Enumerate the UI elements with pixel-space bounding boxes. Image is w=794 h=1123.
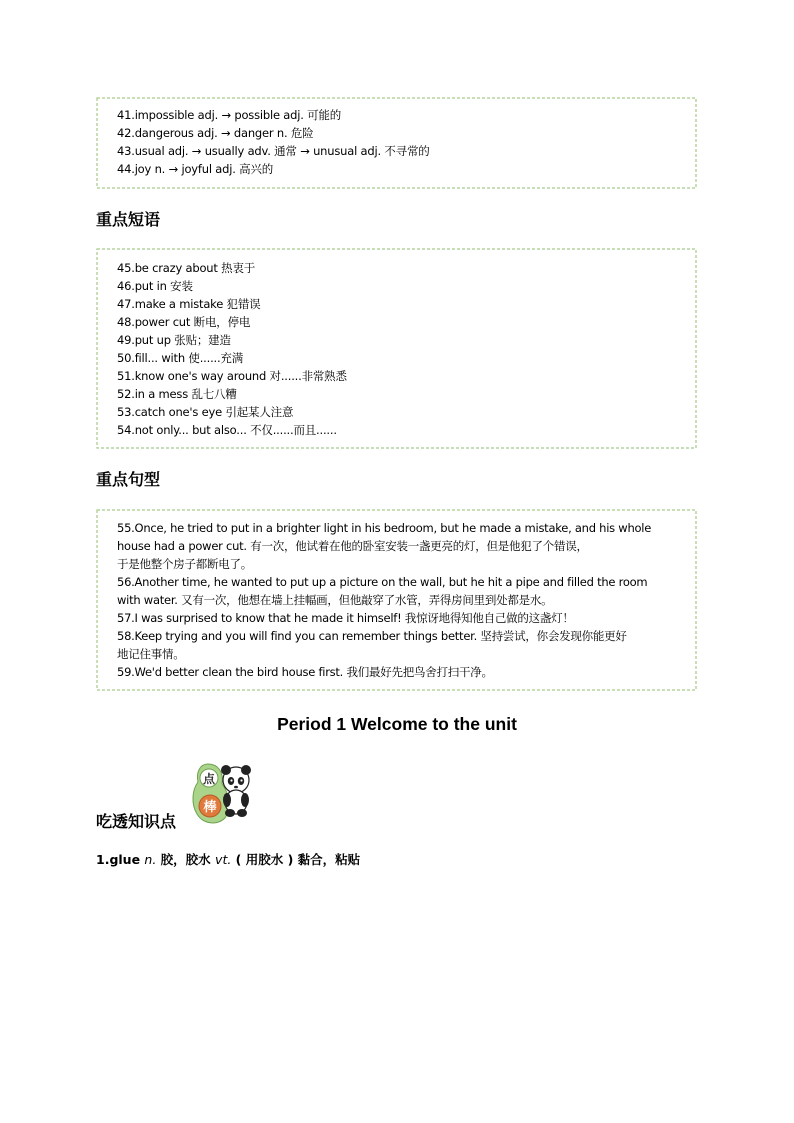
list-item: 43.usual adj. → usually adv. 通常 → unusual adj. 不寻常的: [117, 144, 430, 158]
list-item: 41.impossible adj. → possible adj. 可能的: [117, 108, 342, 122]
definition: 胶，胶水: [156, 852, 216, 867]
sentence-line: 于是他整个房子都断电了。: [117, 557, 252, 571]
sentence-line: 55.Once, he tried to put in a brighter light in his bedroom, but he made a mistake, and his whole: [117, 521, 652, 535]
list-item: 50.fill... with 使......充满: [117, 351, 244, 365]
sentence-line: 地记住事情。: [117, 647, 185, 661]
list-item: 46.put in 安装: [117, 279, 193, 293]
period-title: Period 1 Welcome to the unit: [277, 714, 517, 734]
list-item: 48.power cut 断电，停电: [117, 315, 251, 329]
knowledge-heading: 吃透知识点: [96, 812, 177, 831]
list-item: 51.know one's way around 对......非常熟悉: [117, 369, 347, 383]
list-item: 45.be crazy about 热衷于: [117, 261, 256, 275]
part-of-speech: vt.: [215, 852, 232, 867]
sentence-line: 59.We'd better clean the bird house first. 我们最好先把鸟舍打扫干净。: [117, 665, 493, 679]
section-heading-sentences: 重点句型: [96, 470, 161, 489]
entry-head: 1.glue: [96, 852, 145, 867]
list-item: 47.make a mistake 犯错误: [117, 297, 261, 311]
sentence-line: house had a power cut. 有一次，他试着在他的卧室安装一盏更亮的灯，但是他犯了个错误，: [117, 539, 588, 553]
pear-panda-badge: [188, 760, 260, 830]
list-item: 52.in a mess 乱七八糟: [117, 387, 237, 401]
badge-char-top: 点: [202, 772, 216, 786]
list-item: 44.joy n. → joyful adj. 高兴的: [117, 162, 274, 176]
list-item: 42.dangerous adj. → danger n. 危险: [117, 126, 314, 140]
list-item: 49.put up 张贴；建造: [117, 333, 231, 347]
section-heading-phrases: 重点短语: [96, 210, 161, 229]
pear-panda-icon: [188, 760, 260, 830]
sentence-line: with water. 又有一次，他想在墙上挂幅画，但他敲穿了水管，弄得房间里到处都是水。: [117, 593, 553, 607]
list-item: 53.catch one's eye 引起某人注意: [117, 405, 294, 419]
sentence-line: 58.Keep trying and you will find you can remember things better. 坚持尝试，你会发现你能更好: [117, 629, 627, 643]
word-forms-box: [95, 96, 698, 190]
list-item: 54.not only... but also... 不仅......而且......: [117, 423, 337, 437]
part-of-speech: n.: [144, 852, 157, 867]
sentence-line: 56.Another time, he wanted to put up a picture on the wall, but he hit a pipe and filled the room: [117, 575, 648, 589]
badge-char-bottom: 棒: [203, 800, 217, 815]
definition: ( 用胶水 ) 黏合，粘贴: [231, 852, 361, 867]
key-phrases-box: [95, 247, 698, 450]
sentence-line: 57.I was surprised to know that he made it himself! 我惊讶地得知他自己做的这盏灯！: [117, 611, 574, 625]
key-sentences-box: [95, 508, 698, 692]
vocab-entry-glue: [96, 850, 360, 868]
